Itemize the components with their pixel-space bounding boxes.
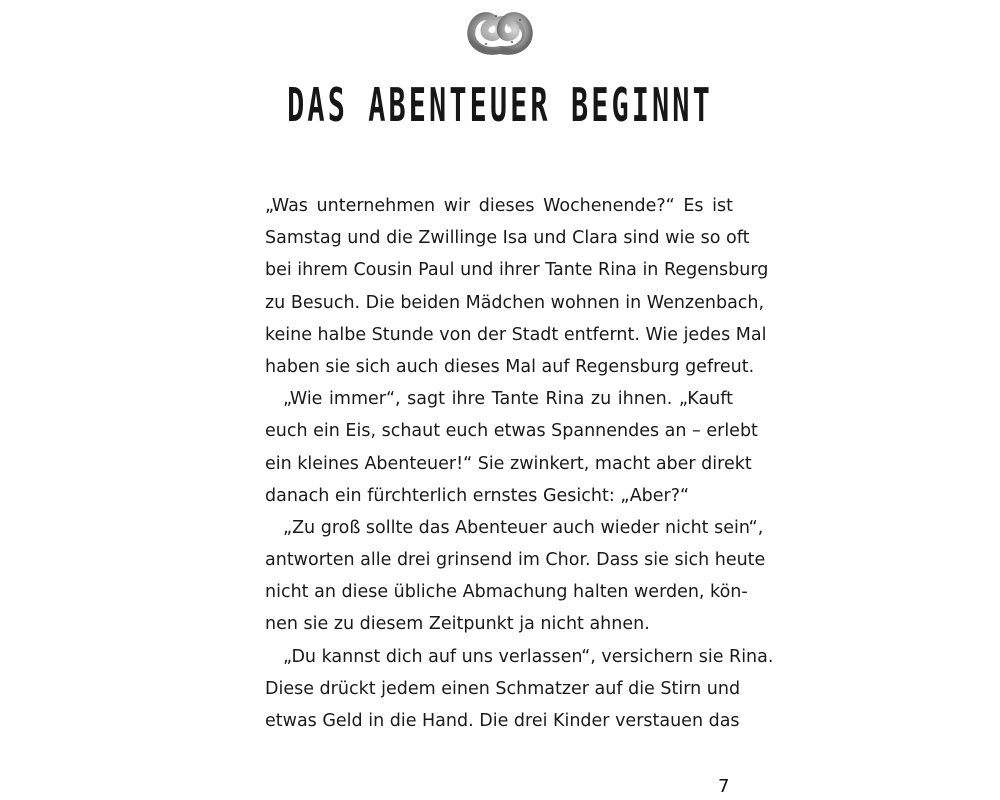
- text-line: haben sie sich auch dieses Mal auf Regensburg gefreut.: [265, 356, 755, 377]
- text-line: „Zu groß sollte das Abenteuer auch wieder nicht sein“,: [283, 517, 764, 538]
- chapter-title: DAS ABENTEUER BEGINNT: [287, 78, 713, 132]
- text-line: keine halbe Stunde von der Stadt entfernt. Wie jedes Mal: [265, 324, 767, 345]
- text-line: bei ihrem Cousin Paul und ihrer Tante Rina in Regensburg: [265, 260, 769, 281]
- text-line: Samstag und die Zwillinge Isa und Clara sind wie so oft: [265, 228, 750, 249]
- text-line: euch ein Eis, schaut euch etwas Spannendes an – erlebt: [265, 421, 758, 442]
- text-line: Diese drückt jedem einen Schmatzer auf die Stirn und: [265, 678, 741, 699]
- text-line: antworten alle drei grinsend im Chor. Dass sie sich heute: [265, 550, 766, 571]
- page-number: 7: [718, 776, 730, 797]
- text-line: „Wie immer“, sagt ihre Tante Rina zu ihnen. „Kauft: [283, 389, 733, 410]
- text-line: ein kleines Abenteuer!“ Sie zwinkert, macht aber direkt: [265, 453, 752, 474]
- text-line: danach ein fürchterlich ernstes Gesicht: „Aber?“: [265, 485, 690, 506]
- chapter-body-text: [265, 190, 774, 737]
- text-line: etwas Geld in die Hand. Die drei Kinder verstauen das: [265, 711, 740, 731]
- pretzel-icon: [466, 6, 534, 56]
- text-line: „Was unternehmen wir dieses Wochenende?“ Es ist: [265, 196, 733, 216]
- text-line: nicht an diese übliche Abmachung halten werden, kön-: [265, 582, 748, 603]
- text-line: nen sie zu diesem Zeitpunkt ja nicht ahnen.: [265, 614, 650, 635]
- text-line: „Du kannst dich auf uns verlassen“, versichern sie Rina.: [283, 646, 774, 667]
- text-line: zu Besuch. Die beiden Mädchen wohnen in Wenzenbach,: [265, 292, 765, 313]
